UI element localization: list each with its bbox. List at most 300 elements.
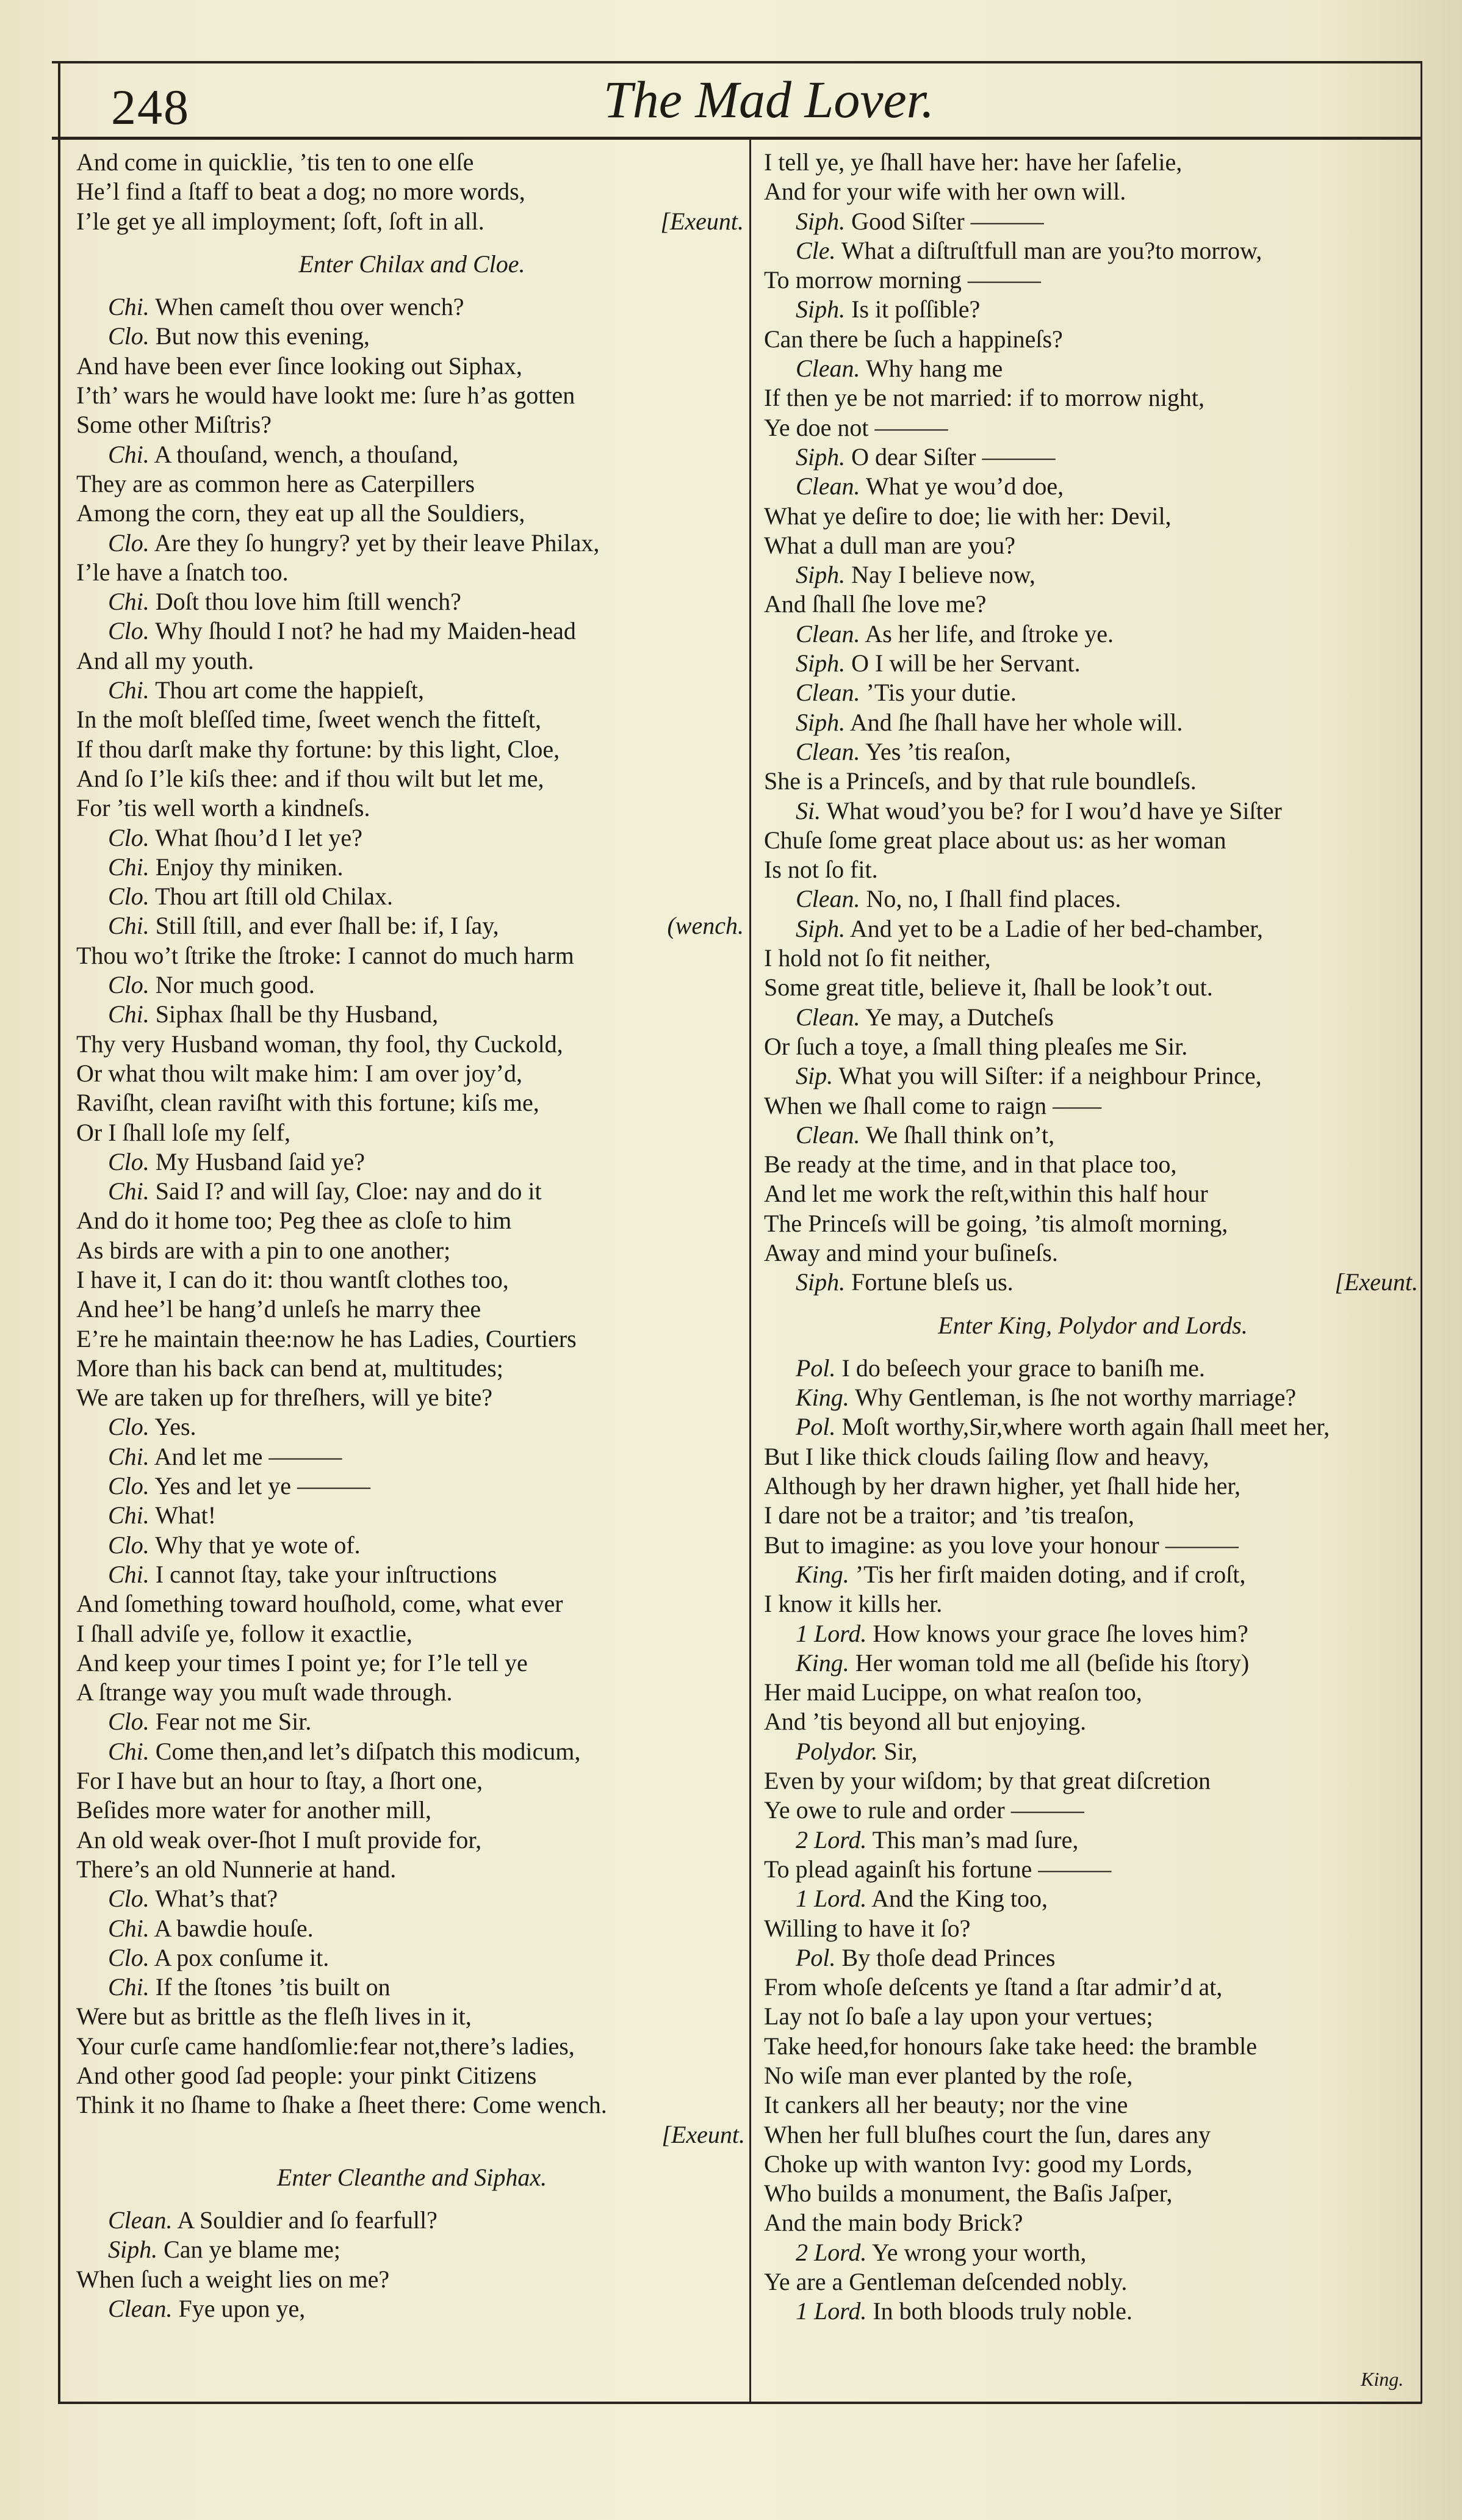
speech-line: [764, 1412, 1422, 1442]
right-text-column: [764, 148, 1422, 2327]
verse-line: [76, 469, 747, 499]
speaker-name: Clo.: [108, 1708, 149, 1736]
speaker-name: Clean.: [796, 679, 860, 707]
speaker-name: Chi.: [108, 293, 149, 321]
verse-line: [76, 1589, 747, 1619]
line-text: And other good ſad people: your pinkt Citizens: [76, 2062, 537, 2089]
speaker-name: 1 Lord.: [796, 1885, 867, 1913]
line-text: Come then,and let’s diſpatch this modicum,: [155, 1737, 581, 1765]
line-text: I dare not be a traitor; and ’tis treaſon,: [764, 1501, 1134, 1529]
speaker-name: Clo.: [108, 1472, 149, 1500]
line-text: What a dull man are you?: [764, 531, 1016, 559]
verse-line: [764, 1531, 1422, 1560]
line-text: In the moſt bleſſed time, ſweet wench the fitteſt,: [76, 706, 541, 734]
speech-line: [76, 1147, 747, 1177]
speech-line: [76, 1943, 747, 1973]
speaker-name: King.: [796, 1384, 849, 1412]
line-text: And all my youth.: [76, 646, 254, 674]
line-text: I tell ye, ye ſhall have her: have her ſafelie,: [764, 148, 1183, 176]
speech-line: [764, 2238, 1422, 2267]
stage-direction: [76, 250, 747, 279]
line-text: But I like thick clouds ſailing ſlow and heavy,: [764, 1442, 1209, 1470]
line-text: I know it kills her.: [764, 1590, 943, 1618]
speech-line: [764, 619, 1422, 649]
line-text: When we ſhall come to raign ——: [764, 1091, 1102, 1119]
speech-line: [764, 1825, 1422, 1855]
line-text: Your curſe came handſomlie:fear not,there’s ladies,: [76, 2032, 575, 2060]
line-text: If then ye be not married: if to morrow night,: [764, 384, 1205, 412]
line-text: Why Gentleman, is ſhe not worthy marriage?: [855, 1384, 1297, 1412]
line-text: And ſhall ſhe love me?: [764, 590, 987, 618]
speech-line: [764, 737, 1422, 767]
speaker-name: Clo.: [108, 617, 149, 645]
speech-line: [76, 1707, 747, 1736]
speech-line: [764, 1619, 1422, 1648]
speech-line: [76, 1914, 747, 1943]
line-text: And the King too,: [871, 1885, 1048, 1913]
verse-line: [764, 1914, 1422, 1943]
exit-direction: [Exeunt.: [661, 2120, 745, 2148]
verse-line: [764, 1796, 1422, 1825]
speech-line: [76, 1884, 747, 1913]
verse-line: [764, 973, 1422, 1002]
line-text: Fortune bleſs us.: [851, 1268, 1014, 1296]
left-border-rule: [58, 61, 60, 2403]
verse-line: [764, 1678, 1422, 1707]
verse-line: [764, 826, 1422, 855]
speech-line: [76, 616, 747, 646]
line-text: I have it, I can do it: thou wantſt clothes too,: [76, 1265, 509, 1293]
line-text: Ye doe not ———: [764, 413, 948, 441]
line-text: They are as common here as Caterpillers: [76, 469, 475, 497]
speaker-name: Clo.: [108, 1413, 149, 1441]
line-text: From whoſe deſcents ye ſtand a ſtar admir’d at,: [764, 1973, 1223, 2001]
verse-line: [76, 1825, 747, 1855]
line-text: What you will Siſter: if a neighbour Prince,: [838, 1062, 1262, 1090]
verse-line: [76, 1088, 747, 1117]
speech-line: [764, 1560, 1422, 1589]
verse-line: [764, 1589, 1422, 1619]
running-title: The Mad Lover.: [603, 70, 935, 129]
line-text: Is it poſſible?: [851, 295, 981, 323]
line-text: Yes ’tis reaſon,: [865, 737, 1011, 765]
line-text: Moſt worthy,Sir,where worth again ſhall meet her,: [841, 1413, 1330, 1441]
line-text: I cannot ſtay, take your inſtructions: [155, 1560, 497, 1588]
line-text: And hee’l be hang’d unleſs he marry thee: [76, 1295, 481, 1323]
speech-line: [76, 1442, 747, 1471]
verse-line: [764, 1855, 1422, 1884]
catchword: King.: [1361, 2368, 1404, 2390]
line-text: When ſuch a weight lies on me?: [76, 2265, 390, 2293]
line-text: Nor much good.: [155, 971, 315, 999]
verse-line: [76, 764, 747, 793]
line-text: No wiſe man ever planted by the roſe,: [764, 2062, 1133, 2089]
speech-line: [764, 236, 1422, 265]
line-text: Chuſe ſome great place about us: as her woman: [764, 826, 1226, 854]
speaker-name: 2 Lord.: [796, 1825, 867, 1854]
verse-line: [764, 1150, 1422, 1179]
line-text: Doſt thou love him ſtill wench?: [155, 588, 461, 616]
speech-line: [764, 560, 1422, 590]
speaker-name: Clo.: [108, 1885, 149, 1913]
speaker-name: Siph.: [796, 914, 846, 942]
speaker-name: Pol.: [796, 1413, 836, 1441]
verse-line: [76, 2002, 747, 2031]
speaker-name: Pol.: [796, 1943, 836, 1971]
speaker-name: Clean.: [796, 355, 860, 383]
verse-line: [76, 1648, 747, 1678]
speaker-name: Clean.: [796, 1121, 860, 1149]
speech-line: [76, 1412, 747, 1442]
line-text: I do beſeech your grace to baniſh me.: [841, 1354, 1205, 1382]
line-end-tag: [Exeunt.: [660, 207, 744, 235]
line-text: For ’tis well worth a kindneſs.: [76, 794, 370, 822]
line-text: But to imagine: as you love your honour ———: [764, 1531, 1239, 1559]
verse-line: [764, 148, 1422, 177]
speaker-name: Clo.: [108, 529, 149, 557]
speech-line: [764, 678, 1422, 707]
page-number: 248: [111, 79, 190, 135]
speaker-name: Polydor.: [796, 1737, 878, 1765]
speech-line: [76, 1471, 747, 1501]
speech-line: [764, 914, 1422, 944]
speech-line: [764, 2297, 1422, 2326]
line-text: What woud’you be? for I wou’d have ye Siſter: [826, 796, 1282, 825]
line-text: What ye deſire to doe; lie with her: Devil,: [764, 502, 1172, 530]
line-text: We ſhall think on’t,: [865, 1121, 1055, 1149]
speech-line: [76, 1501, 747, 1530]
speech-line: [764, 1383, 1422, 1412]
speech-line: [764, 472, 1422, 501]
verse-line: [764, 2150, 1422, 2179]
top-rule: [52, 61, 1422, 63]
speaker-name: Sip.: [796, 1062, 834, 1090]
speech-line: [76, 1177, 747, 1206]
verse-line: [76, 1796, 747, 1825]
line-text: More than his back can bend at, multitudes;: [76, 1354, 503, 1382]
bottom-rule: [58, 2402, 1422, 2404]
verse-line: [764, 855, 1422, 884]
speech-line: [764, 1354, 1422, 1383]
line-text: And have been ever ſince looking out Siphax,: [76, 352, 522, 380]
line-text: And let me work the reſt,within this half hour: [764, 1180, 1208, 1208]
verse-line: [764, 1238, 1422, 1268]
verse-line: [76, 1383, 747, 1412]
line-text: O I will be her Servant.: [851, 649, 1081, 677]
verse-line: [764, 2061, 1422, 2090]
speaker-name: Siph.: [796, 295, 846, 323]
speech-line: [764, 1648, 1422, 1678]
verse-line: [764, 383, 1422, 413]
line-text: What!: [155, 1501, 217, 1529]
line-text: Yes and let ye ———: [154, 1472, 371, 1500]
speaker-name: Pol.: [796, 1354, 836, 1382]
verse-line: [76, 1236, 747, 1265]
speech-line: [76, 1737, 747, 1766]
line-text: When cameſt thou over wench?: [155, 293, 464, 321]
line-text: I’le have a ſnatch too.: [76, 558, 289, 586]
speech-line: [76, 1973, 747, 2002]
verse-line: [764, 325, 1422, 354]
line-text: Thou art come the happieſt,: [155, 676, 425, 704]
line-text: And ſomething toward houſhold, come, what ever: [76, 1590, 563, 1618]
verse-line: [764, 1179, 1422, 1208]
stage-direction-text: Enter Chilax and Cloe.: [298, 250, 525, 278]
verse-line: [764, 1707, 1422, 1736]
line-text: Why hang me: [865, 355, 1003, 383]
speaker-name: Siph.: [796, 561, 846, 589]
line-text: Said I? and will ſay, Cloe: nay and do it: [155, 1177, 542, 1205]
speaker-name: Clo.: [108, 823, 149, 851]
verse-line: [76, 207, 747, 236]
line-text: Nay I believe now,: [851, 561, 1035, 589]
verse-line: [76, 558, 747, 587]
speech-line: [764, 884, 1422, 914]
speech-line: [764, 1884, 1422, 1913]
verse-line: [76, 1118, 747, 1147]
speaker-name: Chi.: [108, 1914, 149, 1942]
line-text: And ’tis beyond all but enjoying.: [764, 1708, 1087, 1736]
speech-line: [76, 1531, 747, 1560]
speech-line: [764, 1737, 1422, 1766]
speech-line: [76, 529, 747, 558]
line-text: Thy very Husband woman, thy fool, thy Cuckold,: [76, 1030, 563, 1058]
line-text: ’Tis her firſt maiden doting, and if croſt,: [855, 1560, 1246, 1588]
speaker-name: Clo.: [108, 1531, 149, 1559]
speaker-name: Chi.: [108, 676, 149, 704]
speech-line: [76, 823, 747, 853]
speech-line: [76, 970, 747, 1000]
line-text: I hold not ſo fit neither,: [764, 944, 991, 972]
verse-line: [76, 2061, 747, 2090]
verse-line: [764, 1766, 1422, 1796]
stage-direction-text: Enter King, Polydor and Lords.: [938, 1311, 1248, 1339]
line-text: Still ſtill, and ever ſhall be: if, I ſay,: [155, 912, 499, 940]
line-text: Fear not me Sir.: [155, 1708, 312, 1736]
speech-line: [764, 649, 1422, 678]
speaker-name: Siph.: [796, 708, 846, 736]
line-text: By thoſe dead Princes: [841, 1943, 1056, 1971]
line-text: My Husband ſaid ye?: [155, 1147, 366, 1175]
speaker-name: 1 Lord.: [796, 2297, 867, 2325]
line-text: What a diſtruſtfull man are you?to morrow,: [841, 236, 1262, 264]
stage-direction: [764, 1311, 1422, 1340]
speech-line: [764, 354, 1422, 383]
speaker-name: 1 Lord.: [796, 1619, 867, 1647]
line-text: Why ſhould I not? he had my Maiden-head: [155, 617, 576, 645]
line-text: As birds are with a pin to one another;: [76, 1236, 451, 1264]
line-text: This man’s mad ſure,: [872, 1825, 1079, 1854]
line-text: Thou art ſtill old Chilax.: [155, 883, 394, 911]
verse-line: [764, 1501, 1422, 1530]
speaker-name: Clean.: [108, 2295, 173, 2323]
speech-line: [76, 1000, 747, 1029]
verse-line: [764, 1973, 1422, 2002]
speaker-name: Clo.: [108, 1147, 149, 1175]
line-text: No, no, I ſhall find places.: [866, 885, 1122, 913]
verse-line: [764, 2032, 1422, 2061]
line-text: How knows your grace ſhe loves him?: [873, 1619, 1248, 1647]
left-text-column: [76, 148, 747, 2323]
line-text: And ſo I’le kiſs thee: and if thou wilt but let me,: [76, 764, 544, 792]
verse-line: [76, 177, 747, 206]
verse-line: [76, 1294, 747, 1324]
verse-line: [764, 2208, 1422, 2237]
verse-line: [764, 531, 1422, 560]
speaker-name: Chi.: [108, 1000, 149, 1028]
line-text: Can there be ſuch a happineſs?: [764, 325, 1063, 353]
line-text: ’Tis your dutie.: [866, 679, 1017, 707]
line-text: And yet to be a Ladie of her bed-chamber,: [849, 914, 1263, 942]
line-text: Enjoy thy miniken.: [155, 853, 344, 881]
line-text: A pox conſume it.: [154, 1943, 329, 1971]
speaker-name: Clean.: [796, 885, 860, 913]
verse-line: [76, 2265, 747, 2294]
line-text: As her life, and ſtroke ye.: [865, 619, 1114, 648]
speaker-name: Clo.: [108, 1943, 149, 1971]
speech-line: [764, 1061, 1422, 1091]
verse-line: [764, 1032, 1422, 1061]
line-text: A ſtrange way you muſt wade through.: [76, 1678, 453, 1706]
line-text: Are they ſo hungry? yet by their leave Philax,: [154, 529, 600, 557]
line-text: And do it home too; Peg thee as cloſe to him: [76, 1207, 512, 1235]
line-text: She is a Princeſs, and by that rule boundleſs.: [764, 767, 1197, 795]
speech-line: [76, 1560, 747, 1589]
line-text: It cankers all her beauty; nor the vine: [764, 2091, 1128, 2119]
line-text: To plead againſt his fortune ———: [764, 1855, 1112, 1883]
speech-line: [76, 882, 747, 911]
line-text: The Princeſs will be going, ’tis almoſt morning,: [764, 1209, 1228, 1237]
line-text: Good Siſter ———: [851, 207, 1044, 235]
line-text: A thouſand, wench, a thouſand,: [154, 440, 459, 468]
line-text: E’re he maintain thee:now he has Ladies, Courtiers: [76, 1324, 577, 1352]
line-text: Thou wo’t ſtrike the ſtroke: I cannot do much harm: [76, 941, 574, 969]
speaker-name: Clo.: [108, 883, 149, 911]
line-end-tag: [Exeunt.: [1334, 1268, 1418, 1296]
verse-line: [76, 1206, 747, 1235]
verse-line: [76, 735, 747, 764]
verse-line: [76, 941, 747, 970]
verse-line: [764, 1442, 1422, 1471]
verse-line: [76, 1059, 747, 1088]
line-text: I’th’ wars he would have lookt me: ſure h’as gotten: [76, 381, 575, 410]
speaker-name: Chi.: [108, 853, 149, 881]
line-text: And the main body Brick?: [764, 2209, 1023, 2237]
line-text: What ſhou’d I let ye?: [155, 823, 362, 851]
speech-line: [764, 1268, 1422, 1297]
speaker-name: Cle.: [796, 236, 836, 264]
line-text: Lay not ſo baſe a lay upon your vertues;: [764, 2002, 1153, 2031]
line-text: What’s that?: [155, 1885, 278, 1913]
verse-line: [764, 177, 1422, 206]
stage-direction-text: Enter Cleanthe and Siphax.: [276, 2163, 547, 2191]
speech-line: [76, 322, 747, 351]
verse-line: [76, 381, 747, 410]
verse-line: [764, 2120, 1422, 2150]
line-text: Why that ye wote of.: [155, 1531, 361, 1559]
line-text: When her full bluſhes court the ſun, dares any: [764, 2120, 1211, 2148]
speaker-name: King.: [796, 1648, 849, 1677]
verse-line: [764, 265, 1422, 295]
line-text: And come in quicklie, ’tis ten to one elſe: [76, 148, 474, 176]
speaker-name: Chi.: [108, 1737, 149, 1765]
speaker-name: Chi.: [108, 912, 149, 940]
line-text: Beſides more water for another mill,: [76, 1796, 432, 1824]
line-text: And let me ———: [154, 1442, 342, 1470]
verse-line: [764, 590, 1422, 619]
speaker-name: Chi.: [108, 588, 149, 616]
verse-line: [764, 1209, 1422, 1238]
verse-line: [764, 1471, 1422, 1501]
line-text: Among the corn, they eat up all the Souldiers,: [76, 499, 525, 527]
speaker-name: Chi.: [108, 1177, 149, 1205]
verse-line: [764, 413, 1422, 442]
stage-direction: [76, 2163, 747, 2192]
line-text: Her maid Lucippe, on what reaſon too,: [764, 1678, 1142, 1706]
speech-line: [76, 2206, 747, 2235]
speech-line: [76, 587, 747, 616]
line-text: Ye may, a Dutcheſs: [865, 1003, 1054, 1031]
speech-line: [764, 796, 1422, 826]
line-text: Away and mind your buſineſs.: [764, 1238, 1058, 1266]
speech-line: [76, 2294, 747, 2323]
speaker-name: Siph.: [796, 442, 846, 471]
line-text: Who builds a monument, the Baſis Jaſper,: [764, 2179, 1173, 2208]
verse-line: [76, 410, 747, 439]
line-text: And ſhe ſhall have her whole will.: [849, 708, 1183, 736]
verse-line: [76, 2032, 747, 2061]
verse-line: [76, 1354, 747, 1383]
verse-line: [764, 2179, 1422, 2208]
speaker-name: Chi.: [108, 1501, 149, 1529]
speaker-name: Siph.: [796, 1268, 846, 1296]
line-text: Even by your wiſdom; by that great diſcretion: [764, 1767, 1211, 1795]
line-text: Her woman told me all (beſide his ſtory): [855, 1648, 1250, 1677]
speaker-name: Chi.: [108, 1442, 149, 1470]
speaker-name: Clean.: [796, 1003, 860, 1031]
verse-line: [76, 499, 747, 528]
line-text: Willing to have it ſo?: [764, 1914, 971, 1942]
verse-line: [76, 352, 747, 381]
line-text: If the ſtones ’tis built on: [155, 1973, 391, 2001]
speech-line: [764, 1943, 1422, 1973]
speaker-name: Chi.: [108, 1973, 149, 2001]
column-divider-rule: [749, 137, 751, 2403]
verse-line: [76, 1030, 747, 1059]
line-text: Or I ſhall loſe my ſelf,: [76, 1118, 291, 1146]
line-text: Be ready at the time, and in that place too,: [764, 1150, 1177, 1179]
speaker-name: King.: [796, 1560, 849, 1588]
line-text: And keep your times I point ye; for I’le tell ye: [76, 1648, 528, 1677]
speaker-name: Siph.: [796, 649, 846, 677]
line-text: I’le get ye all imployment; ſoft, ſoft in all.: [76, 207, 484, 235]
speech-line: [764, 442, 1422, 472]
speech-line: [764, 1121, 1422, 1150]
line-text: Sir,: [884, 1737, 918, 1765]
header-rule: [52, 137, 1422, 140]
speaker-name: Clean.: [796, 472, 860, 500]
line-text: Yes.: [154, 1413, 196, 1441]
speaker-name: 2 Lord.: [796, 2238, 867, 2266]
line-text: And for your wife with her own will.: [764, 178, 1126, 206]
verse-line: [76, 1766, 747, 1796]
line-text: Take heed,for honours ſake take heed: the bramble: [764, 2032, 1257, 2060]
line-text: Fye upon ye,: [178, 2295, 306, 2323]
line-text: What ye wou’d doe,: [865, 472, 1064, 500]
line-text: Raviſht, clean raviſht with this fortune; kiſs me,: [76, 1089, 539, 1117]
speaker-name: Clo.: [108, 322, 149, 350]
line-text: Or what thou wilt make him: I am over joy’d,: [76, 1059, 522, 1087]
